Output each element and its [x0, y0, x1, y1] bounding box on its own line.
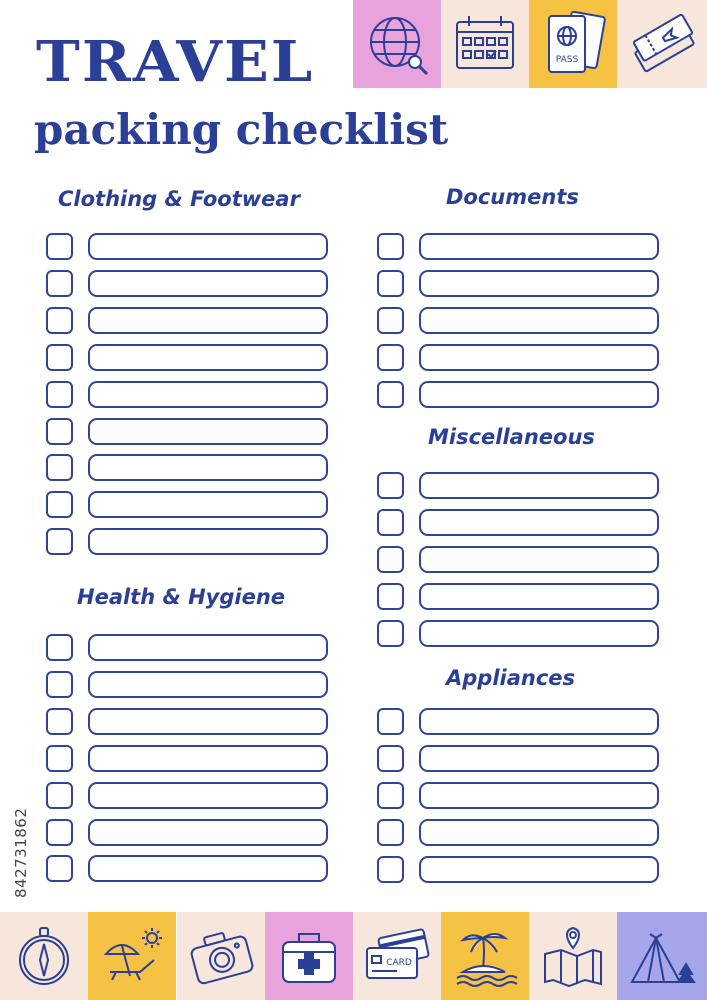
- beach-lounger-icon: [96, 920, 168, 992]
- checklist-row-clothing: [46, 270, 330, 297]
- checkbox-appliances[interactable]: [377, 745, 404, 772]
- checklist-row-health: [46, 855, 330, 882]
- bottom-tile-tent: [617, 912, 707, 1000]
- item-input-misc[interactable]: [419, 472, 659, 499]
- checkbox-misc[interactable]: [377, 509, 404, 536]
- item-input-documents[interactable]: [419, 270, 659, 297]
- compass-icon: [8, 920, 80, 992]
- checkbox-documents[interactable]: [377, 381, 404, 408]
- globe-search-icon: [361, 8, 433, 80]
- item-input-clothing[interactable]: [88, 344, 328, 371]
- item-input-clothing[interactable]: [88, 270, 328, 297]
- bottom-tile-firstaid: [265, 912, 353, 1000]
- checklist-row-clothing: [46, 233, 330, 260]
- checklist-row-health: [46, 819, 330, 846]
- checklist-row-documents: [377, 307, 661, 334]
- checklist-row-health: [46, 671, 330, 698]
- checkbox-clothing[interactable]: [46, 233, 73, 260]
- checkbox-clothing[interactable]: [46, 381, 73, 408]
- checkbox-documents[interactable]: [377, 307, 404, 334]
- item-input-health[interactable]: [88, 634, 328, 661]
- passport-icon: [537, 8, 609, 80]
- checklist-row-appliances: [377, 856, 661, 883]
- checklist-row-clothing: [46, 528, 330, 555]
- item-input-misc[interactable]: [419, 583, 659, 610]
- checkbox-clothing[interactable]: [46, 344, 73, 371]
- checklist-row-health: [46, 634, 330, 661]
- bottom-tile-compass: [0, 912, 88, 1000]
- checklist-row-documents: [377, 270, 661, 297]
- checklist-row-documents: [377, 233, 661, 260]
- item-input-clothing[interactable]: [88, 528, 328, 555]
- checkbox-health[interactable]: [46, 708, 73, 735]
- checklist-row-clothing: [46, 491, 330, 518]
- first-aid-kit-icon: [273, 920, 345, 992]
- checklist-row-clothing: [46, 454, 330, 481]
- checkbox-clothing[interactable]: [46, 307, 73, 334]
- checkbox-misc[interactable]: [377, 546, 404, 573]
- item-input-appliances[interactable]: [419, 819, 659, 846]
- credit-card-icon: [361, 920, 433, 992]
- checkbox-health[interactable]: [46, 819, 73, 846]
- bottom-tile-card: [353, 912, 441, 1000]
- top-tile-tickets: [617, 0, 707, 88]
- checkbox-documents[interactable]: [377, 233, 404, 260]
- item-input-appliances[interactable]: [419, 745, 659, 772]
- checkbox-documents[interactable]: [377, 270, 404, 297]
- item-input-clothing[interactable]: [88, 418, 328, 445]
- item-input-clothing[interactable]: [88, 381, 328, 408]
- checkbox-clothing[interactable]: [46, 270, 73, 297]
- checklist-row-health: [46, 708, 330, 735]
- map-pin-icon: [537, 920, 609, 992]
- palm-island-icon: [449, 920, 521, 992]
- bottom-tile-island: [441, 912, 529, 1000]
- bottom-tile-camera: [177, 912, 265, 1000]
- checklist-row-clothing: [46, 418, 330, 445]
- stock-watermark: [12, 768, 34, 898]
- checklist-row-clothing: [46, 344, 330, 371]
- checklist-row-appliances: [377, 708, 661, 735]
- page-title: TRAVEL: [36, 29, 315, 95]
- item-input-clothing[interactable]: [88, 454, 328, 481]
- item-input-health[interactable]: [88, 745, 328, 772]
- item-input-appliances[interactable]: [419, 856, 659, 883]
- section-title-health: Health & Hygiene: [77, 585, 286, 609]
- calendar-icon: [449, 8, 521, 80]
- item-input-health[interactable]: [88, 819, 328, 846]
- checkbox-clothing[interactable]: [46, 454, 73, 481]
- checklist-row-misc: [377, 583, 661, 610]
- section-title-documents: Documents: [446, 185, 579, 209]
- card-label: CARD: [386, 958, 412, 968]
- checklist-row-health: [46, 782, 330, 809]
- item-input-documents[interactable]: [419, 307, 659, 334]
- checkbox-clothing[interactable]: [46, 418, 73, 445]
- item-input-appliances[interactable]: [419, 782, 659, 809]
- passport-label: PASS: [555, 55, 579, 65]
- item-input-documents[interactable]: [419, 233, 659, 260]
- item-input-health[interactable]: [88, 671, 328, 698]
- checkbox-misc[interactable]: [377, 583, 404, 610]
- checkbox-health[interactable]: [46, 782, 73, 809]
- checklist-row-misc: [377, 509, 661, 536]
- checklist-row-misc: [377, 620, 661, 647]
- bottom-tile-map: [529, 912, 617, 1000]
- checklist-row-health: [46, 745, 330, 772]
- item-input-documents[interactable]: [419, 344, 659, 371]
- checklist-row-misc: [377, 472, 661, 499]
- item-input-health[interactable]: [88, 708, 328, 735]
- checkbox-appliances[interactable]: [377, 819, 404, 846]
- checklist-row-clothing: [46, 307, 330, 334]
- item-input-misc[interactable]: [419, 620, 659, 647]
- item-input-clothing[interactable]: [88, 307, 328, 334]
- bottom-tile-beach: [88, 912, 176, 1000]
- checklist-row-clothing: [46, 381, 330, 408]
- top-tile-calendar: [441, 0, 529, 88]
- item-input-documents[interactable]: [419, 381, 659, 408]
- checkbox-health[interactable]: [46, 671, 73, 698]
- checklist-row-documents: [377, 344, 661, 371]
- page-subtitle: packing checklist: [34, 105, 449, 154]
- top-tile-globe: [353, 0, 441, 88]
- checkbox-misc[interactable]: [377, 472, 404, 499]
- checkbox-appliances[interactable]: [377, 708, 404, 735]
- item-input-clothing[interactable]: [88, 233, 328, 260]
- checkbox-appliances[interactable]: [377, 856, 404, 883]
- checklist-row-appliances: [377, 782, 661, 809]
- checkbox-misc[interactable]: [377, 620, 404, 647]
- section-title-appliances: Appliances: [446, 666, 576, 690]
- section-title-clothing: Clothing & Footwear: [58, 187, 300, 211]
- checkbox-health[interactable]: [46, 855, 73, 882]
- checkbox-appliances[interactable]: [377, 782, 404, 809]
- checkbox-clothing[interactable]: [46, 528, 73, 555]
- checklist-row-appliances: [377, 745, 661, 772]
- tickets-icon: [626, 8, 698, 80]
- checkbox-documents[interactable]: [377, 344, 404, 371]
- top-tile-passport: [529, 0, 617, 88]
- item-input-clothing[interactable]: [88, 491, 328, 518]
- item-input-misc[interactable]: [419, 509, 659, 536]
- item-input-health[interactable]: [88, 782, 328, 809]
- checkbox-health[interactable]: [46, 745, 73, 772]
- item-input-misc[interactable]: [419, 546, 659, 573]
- item-input-health[interactable]: [88, 855, 328, 882]
- camera-icon: [185, 920, 257, 992]
- tent-icon: [626, 920, 698, 992]
- checklist-row-appliances: [377, 819, 661, 846]
- checkbox-health[interactable]: [46, 634, 73, 661]
- watermark-text: 842731862: [12, 807, 30, 898]
- section-title-misc: Miscellaneous: [428, 425, 595, 449]
- item-input-appliances[interactable]: [419, 708, 659, 735]
- checkbox-clothing[interactable]: [46, 491, 73, 518]
- checklist-row-documents: [377, 381, 661, 408]
- checklist-row-misc: [377, 546, 661, 573]
